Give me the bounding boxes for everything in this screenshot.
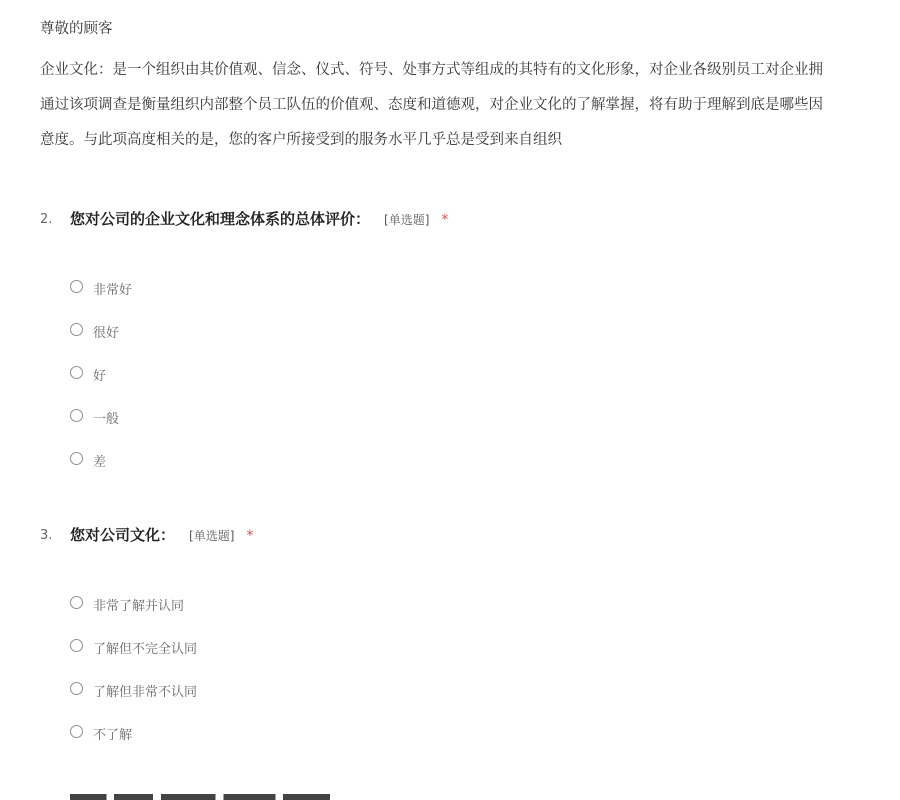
radio-button[interactable] [70, 725, 83, 738]
radio-button[interactable] [70, 682, 83, 695]
survey-page [40, 0, 900, 800]
radio-button[interactable] [70, 280, 83, 293]
option-label: 差 [93, 455, 107, 470]
option-label: 很好 [93, 326, 120, 341]
question-title [70, 524, 253, 545]
radio-button[interactable] [70, 452, 83, 465]
question-header [40, 208, 900, 232]
radio-button[interactable] [70, 366, 83, 379]
radio-button[interactable] [70, 596, 83, 609]
question-type-badge: [单选题] [384, 213, 430, 227]
question-title-text: 您对公司文化： [70, 526, 176, 544]
question-number: 3. [40, 528, 53, 543]
required-asterisk: * [441, 212, 449, 228]
next-question-title-cutoff [70, 794, 330, 800]
required-asterisk: * [246, 528, 254, 544]
question-number: 2. [40, 212, 53, 227]
question-3 [40, 524, 900, 743]
radio-button[interactable] [70, 639, 83, 652]
question-title-text: 您对公司的企业文化和理念体系的总体评价： [70, 210, 371, 228]
option-label: 一般 [93, 412, 120, 427]
question-header [40, 524, 900, 548]
radio-button[interactable] [70, 409, 83, 422]
intro-paragraph-line-1: 企业文化：是一个组织由其价值观、信念、仪式、符号、处事方式等组成的其特有的文化形象，对企业各级别员工对企业拥 [40, 62, 823, 78]
option-label: 了解但非常不认同 [93, 685, 198, 700]
option-label: 好 [93, 369, 107, 384]
intro-paragraph-line-2: 通过该项调查是衡量组织内部整个员工队伍的价值观、态度和道德观，对企业文化的了解掌握，将有助于理解到底是哪些因 [40, 97, 823, 113]
radio-button[interactable] [70, 323, 83, 336]
option-label: 不了解 [93, 728, 133, 743]
cutoff-text-fragment [70, 794, 330, 800]
question-2 [40, 208, 900, 470]
question-type-badge: [单选题] [189, 529, 235, 543]
option-label: 非常好 [93, 283, 133, 298]
question-title [70, 208, 448, 229]
intro-paragraph-line-3: 意度。与此项高度相关的是，您的客户所接受到的服务水平几乎总是受到来自组织 [40, 132, 562, 148]
option-label: 了解但不完全认同 [93, 642, 198, 657]
intro-greeting: 尊敬的顾客 [40, 21, 113, 37]
option-label: 非常了解并认同 [93, 599, 185, 614]
